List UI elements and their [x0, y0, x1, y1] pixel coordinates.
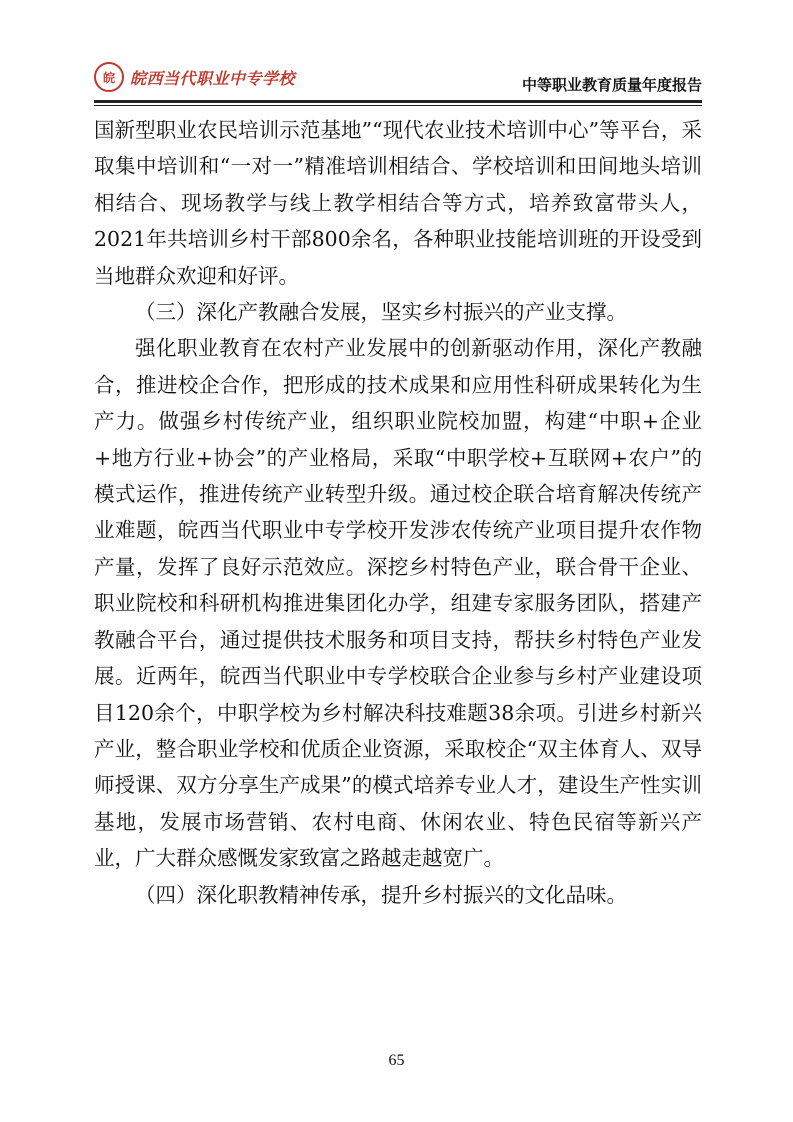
- paragraph-2: 强化职业教育在农村产业发展中的创新驱动作用，深化产教融合，推进校企合作，把形成的技术成果和应用性科研成果转化为生产力。做强乡村传统产业，组织职业院校加盟，构建“中职+企业+地方行业+协会”的产业格局，采取“中职学校+互联网+农户”的模式运作，推进传统产业转型升级。通过校企联合培育解决传统产业难题，皖西当代职业中专学校开发涉农传统产业项目提升农作物产量，发挥了良好示范效应。深挖乡村特色产业，联合骨干企业、职业院校和科研机构推进集团化办学，组建专家服务团队，搭建产教融合平台，通过提供技术服务和项目支持，帮扶乡村特色产业发展。近两年，皖西当代职业中专学校联合企业参与乡村产业建设项目120余个，中职学校为乡村解决科技难题38余项。引进乡村新兴产业，整合职业学校和优质企业资源，采取校企“双主体育人、双导师授课、双方分享生产成果”的模式培养专业人才，建设生产性实训基地，发展市场营销、农村电商、休闲农业、特色民宿等新兴产业，广大群众感慨发家致富之路越走越宽广。: [94, 336, 702, 871]
- page-number: 65: [388, 1052, 405, 1069]
- paragraph-1: 国新型职业农民培训示范基地”“现代农业技术培训中心”等平台，采取集中培训和“一对一”精准培训相结合、学校培训和田间地头培训相结合、现场教学与线上教学相结合等方式，培养致富带头人，2021年共培训乡村干部800余名，各种职业技能培训班的开设受到当地群众欢迎和好评。: [94, 118, 702, 288]
- page-header: [94, 62, 702, 100]
- section-heading-3: （三）深化产教融合发展，坚实乡村振兴的产业支撑。: [135, 300, 627, 325]
- body-text: [94, 112, 702, 913]
- school-logo: [94, 62, 295, 92]
- header-rule-thick: [94, 100, 702, 103]
- section-heading-4: （四）深化职教精神传承，提升乡村振兴的文化品味。: [135, 882, 627, 907]
- header-rule-thin: [94, 105, 702, 106]
- school-emblem-icon: 皖: [94, 62, 124, 92]
- report-title: 中等职业教育质量年度报告: [521, 76, 702, 94]
- school-name: 皖西当代职业中专学校: [130, 68, 296, 88]
